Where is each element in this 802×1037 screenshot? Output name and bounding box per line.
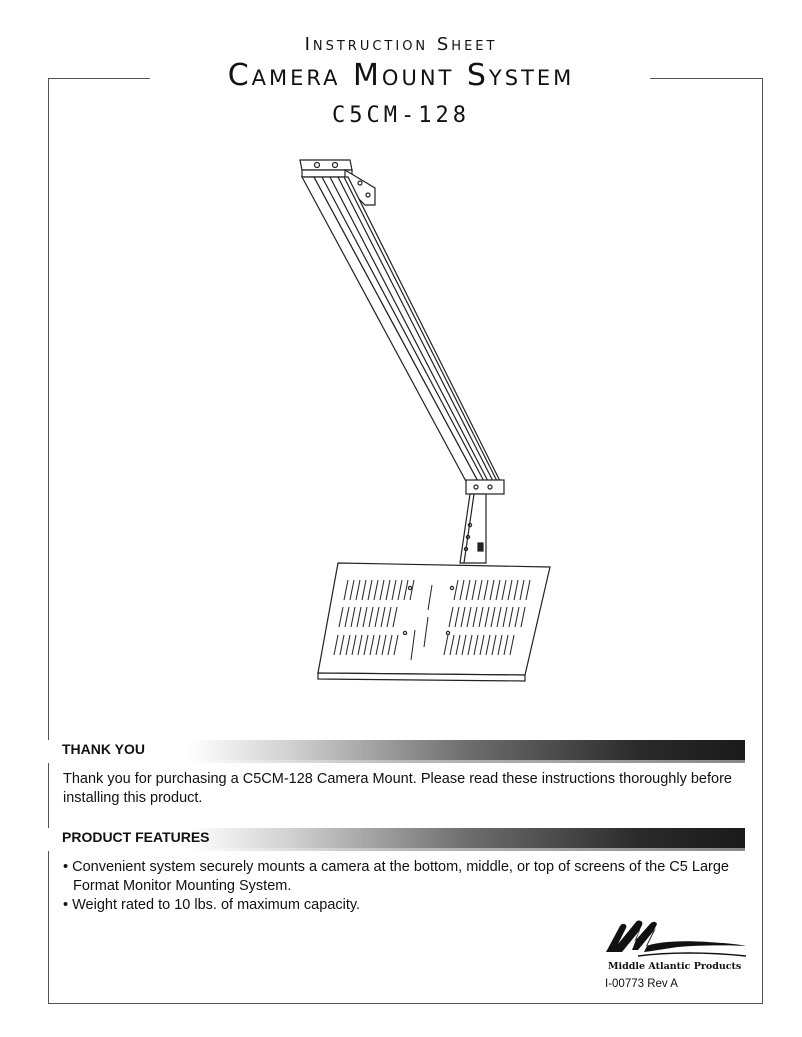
document-title: Camera Mount System [227, 58, 575, 93]
frame-line-left [48, 78, 49, 1003]
logo-mark-icon [606, 921, 746, 952]
camera-mount-illustration [290, 155, 560, 690]
features-list [63, 858, 753, 915]
product-features-heading: PRODUCT FEATURES [62, 829, 210, 845]
model-number: C5CM-128 [332, 103, 470, 128]
logo-text: Middle Atlantic Products [608, 961, 742, 972]
frame-line-top-left [48, 78, 150, 79]
product-features-header-bar [48, 828, 745, 848]
thank-you-text: Thank you for purchasing a C5CM-128 Camera Mount. Please read these instructions thoroughly before installing this product. [63, 771, 732, 806]
thank-you-header-bar [48, 740, 745, 760]
frame-line-top-right [650, 78, 762, 79]
frame-line-right [762, 78, 763, 1003]
feature-item: • Convenient system securely mounts a camera at the bottom, middle, or top of screens of the C5 Large Format Monitor Mounting System. [63, 859, 729, 894]
middle-atlantic-logo [598, 912, 748, 974]
feature-item: • Weight rated to 10 lbs. of maximum capacity. [63, 897, 361, 913]
thank-you-heading: THANK YOU [62, 741, 145, 757]
document-id: I-00773 Rev A [605, 978, 678, 990]
document-subtitle: Instruction Sheet [304, 34, 498, 55]
frame-line-bottom [48, 1003, 763, 1004]
